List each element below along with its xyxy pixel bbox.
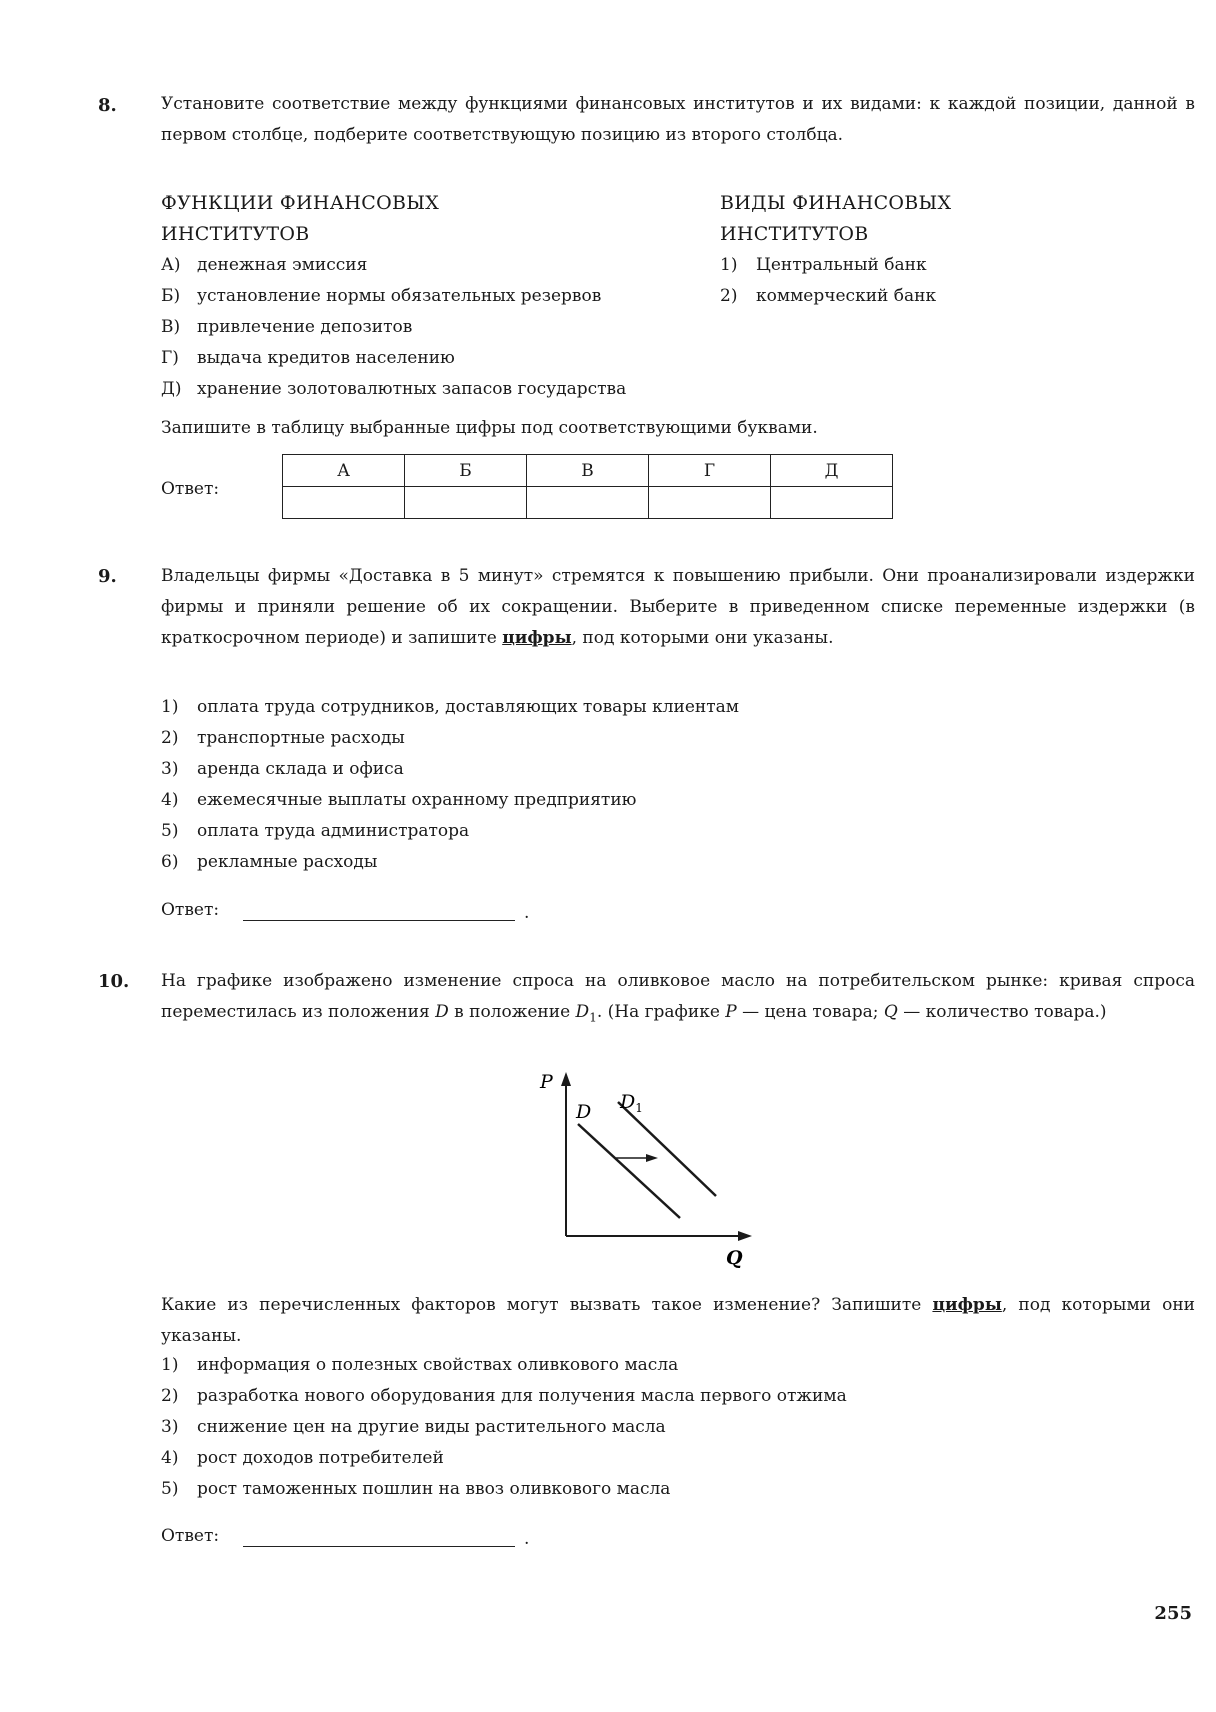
list-item: Д) хранение золотовалютных запасов государства: [161, 379, 627, 399]
options-list: [161, 692, 1061, 878]
instruction: Запишите в таблицу выбранные цифры под соответствующими буквами.: [161, 418, 818, 438]
page-number: 255: [1154, 1603, 1192, 1624]
list-item: 2) коммерческий банк: [720, 286, 937, 306]
list-item: 4) рост доходов потребителей: [161, 1448, 444, 1468]
list-item: Г) выдача кредитов населению: [161, 348, 455, 368]
column-heading: ИНСТИТУТОВ: [161, 223, 310, 245]
functions-column: [161, 188, 701, 405]
task-prompt: Установите соответствие между функциями финансовых институтов и их видами: к каждой позиции, данной в первом столбце, подберите соответствующую позицию из второго столбца.: [161, 94, 1195, 145]
answer-cell[interactable]: [771, 487, 893, 519]
list-item: 1) информация о полезных свойствах оливкового масла: [161, 1355, 679, 1375]
answer-cell[interactable]: [283, 487, 405, 519]
demand-shift-graph: [530, 1068, 770, 1268]
answer-label: Ответ:: [161, 900, 220, 920]
curve-label-d: D: [576, 1101, 592, 1123]
list-item: 2) разработка нового оборудования для получения масла первого отжима: [161, 1386, 847, 1406]
column-heading: ИНСТИТУТОВ: [720, 223, 869, 245]
table-header: Д: [771, 455, 893, 487]
types-column: [720, 188, 1120, 312]
answer-table: [282, 454, 893, 519]
list-item: 5) рост таможенных пошлин на ввоз оливкового масла: [161, 1479, 671, 1499]
p-axis-arrow-icon: [561, 1072, 571, 1086]
list-item: Б) установление нормы обязательных резервов: [161, 286, 602, 306]
table-header: Г: [649, 455, 771, 487]
task-number: 10.: [98, 971, 130, 992]
list-item: В) привлечение депозитов: [161, 317, 413, 337]
column-heading: ФУНКЦИИ ФИНАНСОВЫХ: [161, 192, 440, 214]
list-item: 6) рекламные расходы: [161, 852, 378, 872]
list-item: 4) ежемесячные выплаты охранному предприятию: [161, 790, 637, 810]
list-item: 1) Центральный банк: [720, 255, 927, 275]
answer-dot: .: [524, 903, 530, 923]
list-item: 3) аренда склада и офиса: [161, 759, 404, 779]
list-item: 3) снижение цен на другие виды растительного масла: [161, 1417, 666, 1437]
table-header: В: [527, 455, 649, 487]
demand-curve-d: [578, 1124, 680, 1218]
shift-arrow-head-icon: [646, 1154, 658, 1162]
q-axis-arrow-icon: [738, 1231, 752, 1241]
answer-label: Ответ:: [161, 479, 220, 499]
q-axis-label: Q: [726, 1247, 743, 1268]
task-number: 9.: [98, 566, 117, 587]
answer-cell[interactable]: [527, 487, 649, 519]
answer-cell[interactable]: [649, 487, 771, 519]
list-item: 5) оплата труда администратора: [161, 821, 470, 841]
answer-line[interactable]: [243, 1546, 515, 1547]
curve-label-d1: $D_1$: [620, 1091, 643, 1115]
task-prompt: Владельцы фирмы «Доставка в 5 минут» стремятся к повышению прибыли. Они проанализировали издержки фирмы и приняли решение об их сокращении. Выберите в приведенном списке переменные издержки (в краткосрочном периоде) и запишите цифры, под которыми они указаны.: [161, 566, 1195, 648]
list-item: 1) оплата труда сотрудников, доставляющих товары клиентам: [161, 697, 740, 717]
table-header: Б: [405, 455, 527, 487]
task-prompt: На графике изображено изменение спроса на оливковое масло на потребительском рынке: кривая спроса переместилась из положения D в положение $D_1$. (На графике P — цена товара; Q — количество товара.): [161, 971, 1195, 1025]
column-heading: ВИДЫ ФИНАНСОВЫХ: [720, 192, 952, 214]
p-axis-label: P: [540, 1071, 553, 1093]
options-list: [161, 1350, 1061, 1505]
question: Какие из перечисленных факторов могут вызвать такое изменение? Запишите цифры, под которыми они указаны.: [161, 1295, 1196, 1346]
list-item: 2) транспортные расходы: [161, 728, 405, 748]
answer-dot: .: [524, 1529, 530, 1549]
answer-label: Ответ:: [161, 1526, 220, 1546]
list-item: А) денежная эмиссия: [161, 255, 368, 275]
answer-line[interactable]: [243, 920, 515, 921]
demand-curve-d1: [618, 1102, 716, 1196]
task-number: 8.: [98, 95, 117, 116]
answer-cell[interactable]: [405, 487, 527, 519]
table-header: А: [283, 455, 405, 487]
